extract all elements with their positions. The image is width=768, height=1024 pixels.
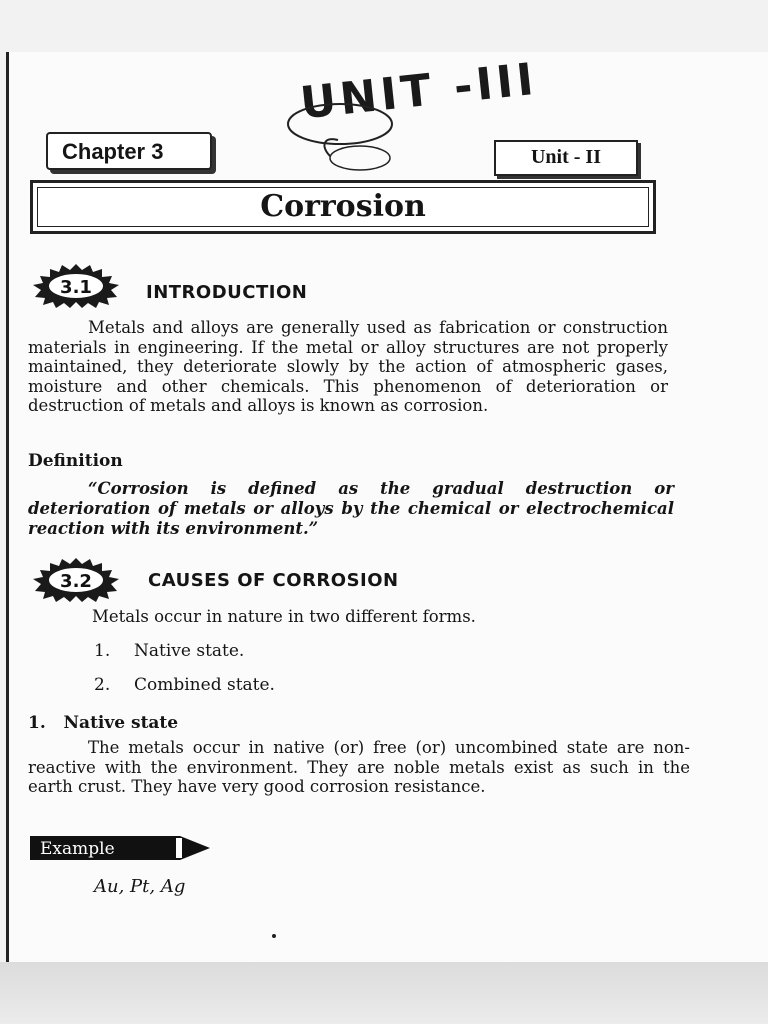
section-number-3-1: 3.1 [60,277,92,298]
page-title: Corrosion [260,189,426,224]
unit-label: Unit - II [494,140,638,176]
chapter-label: Chapter 3 [46,132,212,170]
introduction-paragraph: Metals and alloys are generally used as fabrication or construction materials in engineering. If the metal or alloy structures are not properly maintained, they deteriorate slowly by the action of atmospheric gases, moisture and other chemicals. This phenomenon of deterioration or destruction of metals and alloys is known as corrosion. [28,318,668,415]
list-item: 1. Native state. [94,641,245,661]
section-heading-causes: CAUSES OF CORROSION [148,570,399,591]
section-number-3-2: 3.2 [60,571,92,592]
native-state-heading: 1. Native state [28,713,179,733]
example-text: Au, Pt, Ag [94,876,186,897]
list-item: 2. Combined state. [94,675,275,695]
definition-text: “Corrosion is defined as the gradual destruction or deterioration of metals or alloys by the chemical or electrochemical reaction with its environment.” [28,479,674,538]
example-label: Example [40,839,115,859]
page-mark [272,934,276,938]
causes-intro: Metals occur in nature in two different forms. [92,607,476,626]
handwritten-unit-note: UNIT -III [297,53,540,130]
section-heading-introduction: INTRODUCTION [146,282,308,303]
section-badge-3-1 [30,262,122,308]
example-tag [30,834,212,862]
scan-background [0,962,768,1024]
definition-heading: Definition [28,451,123,471]
handwritten-scribble-icon [280,96,400,186]
native-state-paragraph: The metals occur in native (or) free (or) uncombined state are non-reactive with the environment. They are noble metals exist as such in the earth crust. They have very good corrosion resistance. [28,738,690,796]
section-badge-3-2 [30,556,122,602]
title-banner [30,180,656,234]
